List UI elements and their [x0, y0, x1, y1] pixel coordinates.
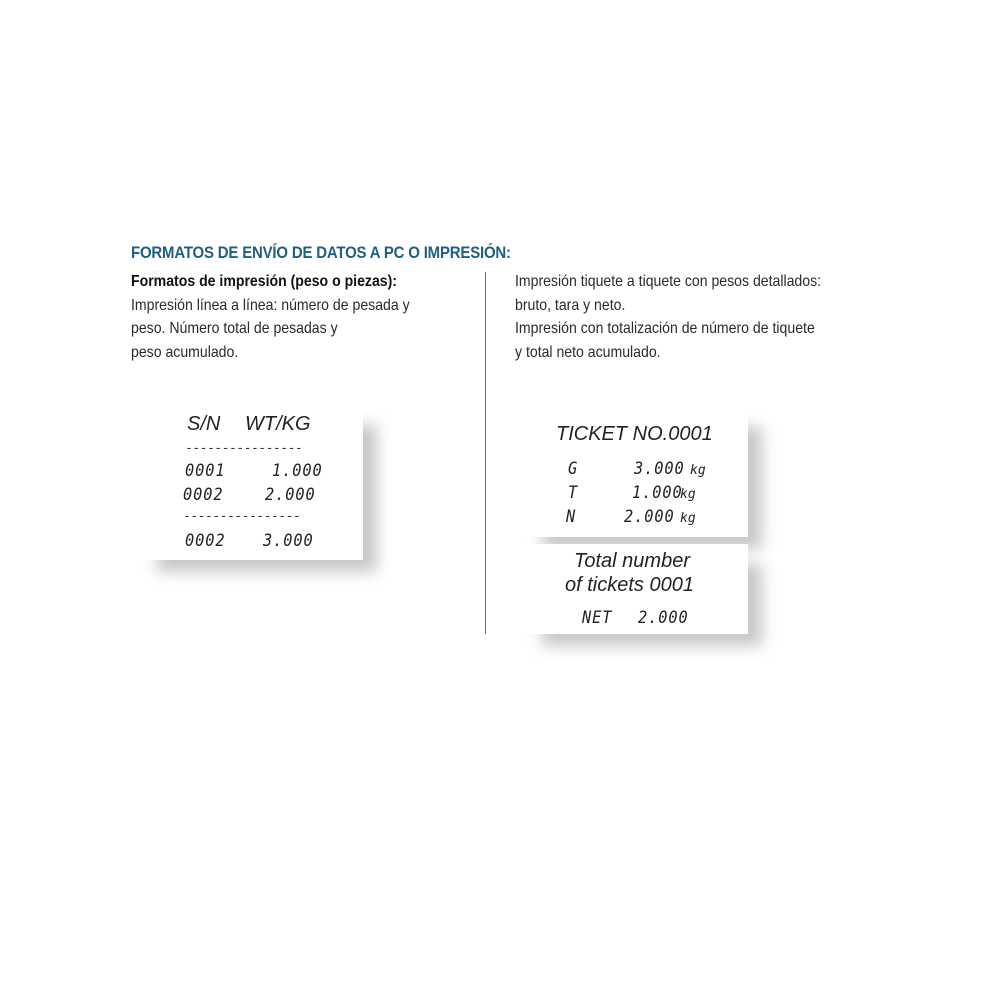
total-receipt: [520, 544, 748, 634]
ticket-n-unit: kg: [680, 511, 696, 526]
left-subheading: Formatos de impresión (peso o piezas):: [131, 273, 398, 290]
left-line-2: peso. Número total de pesadas y: [131, 320, 338, 337]
ticket-g-value: 3.000: [634, 459, 685, 479]
receipt-dash-top: ----------------: [185, 441, 303, 456]
receipt-row-1-wt: 1.000: [272, 461, 323, 481]
receipt-row-1-sn: 0001: [185, 461, 226, 481]
column-divider: [485, 272, 486, 634]
left-line-1: Impresión línea a línea: número de pesada y: [131, 296, 410, 314]
ticket-t-label: T: [568, 483, 579, 503]
right-line-1: Impresión tiquete a tiquete con pesos detallados:: [515, 273, 822, 290]
right-line-3: Impresión con totalización de número de tiquete: [515, 320, 815, 337]
receipt-total-sn: 0002: [185, 531, 226, 551]
total-net-label: NET: [582, 608, 613, 628]
left-column: [131, 270, 410, 364]
total-line-1: Total number: [574, 550, 690, 572]
receipt-col-sn: S/N: [187, 413, 221, 435]
right-column: [515, 270, 821, 364]
ticket-t-value: 1.000: [632, 483, 683, 503]
total-line-2: of tickets 0001: [565, 574, 694, 596]
ticket-g-unit: kg: [690, 463, 706, 478]
receipt-row-2-wt: 2.000: [265, 485, 316, 505]
total-net-value: 2.000: [638, 608, 689, 628]
ticket-t-unit: kg: [680, 487, 696, 502]
receipt-total-wt: 3.000: [263, 531, 314, 551]
left-line-3: peso acumulado.: [131, 343, 239, 361]
receipt-col-wt: WT/KG: [245, 413, 311, 435]
ticket-title: TICKET NO.0001: [556, 423, 713, 445]
receipt-dash-bottom: ----------------: [183, 509, 301, 524]
line-receipt: [135, 405, 363, 560]
ticket-n-value: 2.000: [624, 507, 675, 527]
receipt-row-2-sn: 0002: [183, 485, 224, 505]
right-line-4: y total neto acumulado.: [515, 343, 661, 361]
ticket-n-label: N: [566, 507, 577, 527]
section-heading: FORMATOS DE ENVÍO DE DATOS A PC O IMPRESIÓN:: [131, 243, 511, 262]
ticket-receipt: [520, 407, 748, 537]
ticket-g-label: G: [568, 459, 579, 479]
right-line-2: bruto, tara y neto.: [515, 296, 626, 314]
